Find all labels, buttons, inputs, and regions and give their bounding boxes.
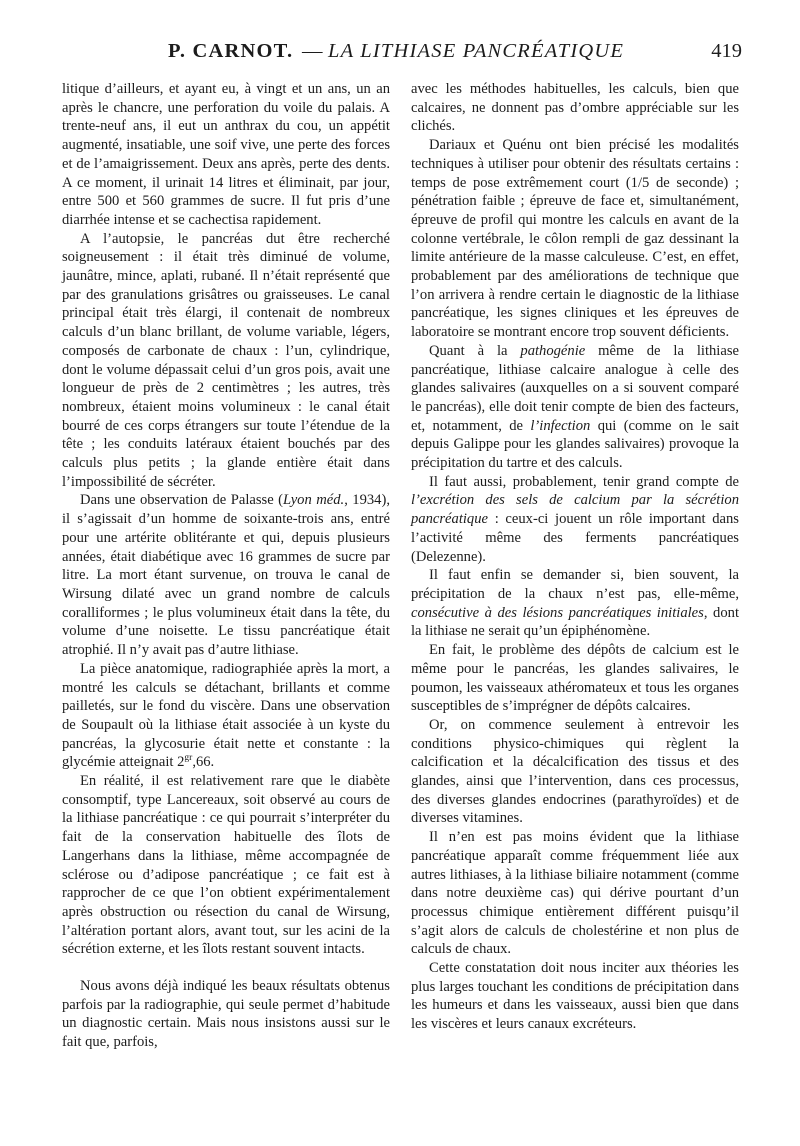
- paragraph: Or, on commence seulement à entrevoir les conditions physico-chimiques qui règlent la calcification et la décalcification des tissus et des glandes, ainsi que l’intervention, dans ces processus, des diverses glandes endocrines (parathyroïdes) et de diverses vitamines.: [411, 716, 739, 827]
- page-number: 419: [711, 40, 742, 62]
- paragraph: A l’autopsie, le pancréas dut être recherché soigneusement : il était très diminué de volume, jaunâtre, mince, aplati, rubané. Il n’était représenté que par des granulations grisâtres ou graisseuses. Le canal principal était très élargi, il contenait de nombreux calculs d’un blanc brillant, de volume variable, légers, composés de carbonate de chaux : l’un, cylindrique, dont le volume dépassait celui d’un gros pois, avait une longueur de près de 2 centimètres ; les autres, très nombreux, étaient moins volumineux : le canal était bourré de ces corps étrangers sur toute l’étendue de la tête ; les conduits latéraux étaient bouchés par des calculs plus petits ; la glande entière était dans l’impossibilité de sécréter.: [62, 230, 390, 490]
- paragraph: Quant à la pathogénie même de la lithiase pancréatique, lithiase calcaire analogue à celle des glandes salivaires (auxquelles on a si souvent comparé le pancréas), elle doit tenir compte de bien des facteurs, et, notamment, de l’infection qui (comme on le sait depuis Galippe pour les glandes salivaires) provoque la précipitation du tartre et des calculs.: [411, 342, 739, 472]
- paragraph: Il faut aussi, probablement, tenir grand compte de l’excrétion des sels de calcium par la sécrétion pancréatique : ceux-ci jouent un rôle important dans l’activité même des ferments pancréatiques (Delezenne).: [411, 473, 739, 565]
- paragraph: Cette constatation doit nous inciter aux théories les plus larges touchant les conditions de précipitation dans les humeurs et dans les vaisseaux, aussi bien que dans les viscères et leurs canaux excréteurs.: [411, 960, 739, 1033]
- paragraph: avec les méthodes habituelles, les calculs, bien que calcaires, ne donnent pas d’ombre appréciable sur les clichés.: [411, 81, 739, 135]
- paragraph: Il n’en est pas moins évident que la lithiase pancréatique apparaît comme fréquemment liée aux autres lithiases, à la lithiase biliaire notamment (comme dans notre deuxième cas) qui dérive pourtant d’un processus chimique entièrement différent puisqu’il s’agit alors de calculs de cholestérine et non plus de calculs de chaux.: [411, 829, 739, 958]
- left-column: [62, 80, 390, 1052]
- paragraph: Nous avons déjà indiqué les beaux résultats obtenus parfois par la radiographie, qui seule permet d’habitude un diagnostic certain. Mais nous insistons aussi sur le fait que, parfois,: [62, 978, 390, 1051]
- running-header: [64, 40, 742, 74]
- paragraph: En fait, le problème des dépôts de calcium est le même pour le pancréas, les glandes salivaires, le poumon, les vaisseaux athéromateux et tous les organes susceptibles de s’imprégner de dépôts calcaires.: [411, 642, 739, 715]
- header-dash: —: [302, 40, 323, 62]
- paragraph: Il faut enfin se demander si, bien souvent, la précipitation de la chaux n’est pas, elle-même, consécutive à des lésions pancréatiques initiales, dont la lithiase ne serait qu’un épiphénomène.: [411, 567, 739, 640]
- paragraph: litique d’ailleurs, et ayant eu, à vingt et un ans, un an après le chancre, une perforation du voile du palais. A trente-neuf ans, il eut un anthrax du cou, un appétit augmenté, insatiable, une soif vive, une perte des forces et de l’amaigrissement. Deux ans après, perte des dents. A ce moment, il urinait 14 litres et éliminait, par jour, entre 500 et 560 grammes de sucre. Il fut pris d’une diarrhée intense et se cachectisa rapidement.: [62, 81, 390, 228]
- paragraph: La pièce anatomique, radiographiée après la mort, a montré les calculs se détachant, brillants et comme pailletés, sur le fond du viscère. Dans une observation de Soupault où la lithiase était associée à un kyste du pancréas, la glycosurie était nette et constante : la glycémie atteignait $2^{gr},66$.: [62, 660, 390, 771]
- paragraph: Dariaux et Quénu ont bien précisé les modalités techniques à utiliser pour obtenir des résultats certains : temps de pose extrêmement court (1/5 de seconde) ; pénétration faible ; épreuve de face et, simultanément, épreuve de profil qui montre les calculs en avant de la colonne vertébrale, le côlon rempli de gaz dessinant la limite antérieure de la masse calculeuse. C’est, en effet, probablement par des améliorations de technique que l’on arrivera à rendre certain le diagnostic de la lithiase pancréatique, les signes cliniques et les épreuves de laboratoire se montrant encore trop souvent déficients.: [411, 137, 739, 341]
- header-title: LA LITHIASE PANCRÉATIQUE: [328, 40, 625, 62]
- right-column: [411, 80, 739, 1034]
- header-author: P. CARNOT.: [168, 40, 294, 62]
- paragraph: Dans une observation de Palasse (Lyon méd., 1934), il s’agissait d’un homme de soixante-trois ans, entré pour une artérite oblitérante et qui, depuis plusieurs années, était diabétique avec 16 grammes de sucre par litre. La mort étant survenue, on trouva le canal de Wirsung dilaté avec un grand nombre de calculs coralliformes ; le plus volumineux était dans la tête, du volume d’une noisette. Le tissu pancréatique était atrophié. Il n’y avait pas d’autre lithiase.: [62, 492, 390, 659]
- paragraph: En réalité, il est relativement rare que le diabète consomptif, type Lancereaux, soit observé au cours de la lithiase pancréatique : ce qui pourrait s’interpréter du fait de la conservation habituelle des îlots de Langerhans dans la lithiase, même accompagnée de sclérose ou d’adipose pancréatique ; ce fait est à rapprocher de ce que l’on obtient expérimentalement après obstruction ou résection du canal de Wirsung, l’altération portant alors, avant tout, sur les acini de la sécrétion externe, et les îlots restant souvent intacts.: [62, 773, 390, 958]
